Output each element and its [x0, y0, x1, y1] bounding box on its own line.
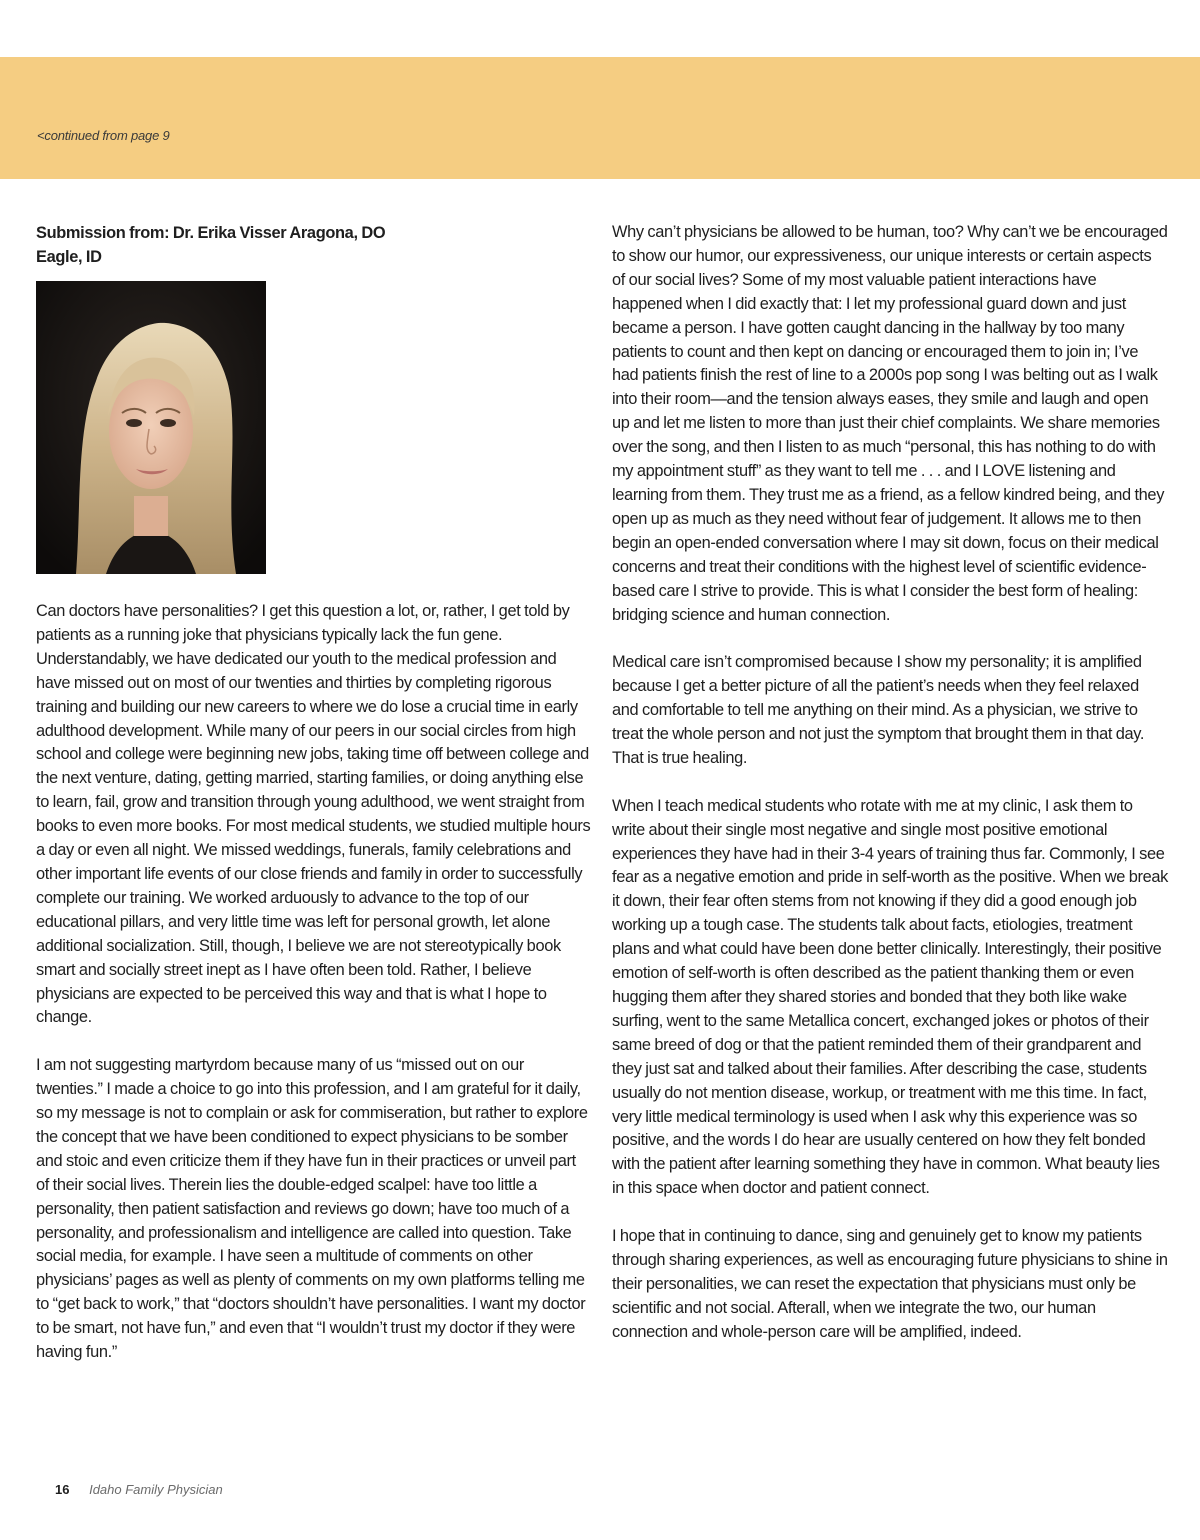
page-number: 16 [55, 1482, 70, 1497]
author-portrait [36, 281, 266, 574]
continued-note: <continued from page 9 [37, 128, 170, 143]
right-column [612, 221, 1168, 1345]
right-paragraph: I hope that in continuing to dance, sing and genuinely get to know my patients through sharing experiences, as well as encouraging future physicians to shine in their personalities, we can reset the expectation that physicians must only be scientific and not social. Afterall, when we integrate the two, our human connection and whole-person care will be amplified, indeed. [612, 1227, 1168, 1341]
header-banner [0, 57, 1200, 179]
right-paragraph: Medical care isn’t compromised because I show my personality; it is amplified because I get a better picture of all the patient’s needs when they feel relaxed and comfortable to tell me anything on their mind. As a physician, we strive to treat the whole person and not just the symptom that brought them in that day. That is true healing. [612, 653, 1145, 767]
right-paragraph: When I teach medical students who rotate with me at my clinic, I ask them to write about their single most negative and single most positive emotional experiences they have had in their 3-4 years of training thus far. Commonly, I see fear as a negative emotion and pride in self-worth as the positive. When we break it down, their fear often stems from not knowing if they did a good enough job working up a tough case. The students talk about facts, etiologies, treatment plans and what could have been done better clinically. Interestingly, their positive emotion of self-worth is often described as the patient thanking them or even hugging them after they shared stories and bonded that they both like wake surfing, went to the same Metallica concert, exchanged jokes or photos of their same breed of dog or that the patient reminded them of their grandparent and they just sat and talked about their families. After describing the case, students usually do not mention disease, workup, or treatment with me this time. In fact, very little medical terminology is used when I ask why this experience was so positive, and the words I do hear are usually centered on how they felt bonded with the patient after learning something they have in common. What beauty lies in this space when doctor and patient connect. [612, 796, 1168, 1198]
left-paragraph: I am not suggesting martyrdom because many of us “missed out on our twenties.” I made a choice to go into this profession, and I am grateful for it daily, so my message is not to complain or ask for commiseration, but rather to explore the concept that we have been conditioned to expect physicians to be somber and stoic and even criticize them if they have fun in their practices or unveil part of their social lives. Therein lies the double-edged scalpel: have too little a personality, then patient satisfaction and reviews go down; have too much of a personality, and professionalism and intelligence are called into question. Take social media, for example. I have seen a multitude of comments on other physicians’ pages as well as plenty of comments on my own platforms telling me to “get back to work,” that “doctors shouldn’t have personalities. I want my doctor to be smart, not have fun,” and even that “I wouldn’t trust my doctor if they were having fun.” [36, 1056, 588, 1362]
magazine-name: Idaho Family Physician [89, 1482, 223, 1497]
page-footer [55, 1482, 223, 1497]
author-location: Eagle, ID [36, 248, 102, 266]
left-column [36, 221, 592, 1365]
right-paragraph: Why can’t physicians be allowed to be human, too? Why can’t we be encouraged to show our humor, our expressiveness, our unique interests or certain aspects of our social lives? Some of my most valuable patient interactions have happened when I did exactly that: I let my professional guard down and just became a person. I have gotten caught dancing in the hallway by too many patients to count and then kept on dancing or encouraged them to join in; I’ve had patients finish the rest of line to a 2000s pop song I was belting out as I walk into their room—and the tension always eases, they smile and laugh and open up and let me listen to more than just their chief complaints. We share memories over the song, and then I listen to as much “personal, this has nothing to do with my appointment stuff” as they want to tell me . . . and I LOVE listening and learning from them. They trust me as a friend, as a fellow kindred being, and they open up as much as they need without fear of judgement. It allows me to then begin an open-ended conversation where I may sit down, focus on their medical concerns and treat their conditions with the highest level of scientific evidence-based care I strive to provide. This is what I consider the best form of healing: bridging science and human connection. [612, 223, 1168, 624]
left-paragraph: Can doctors have personalities? I get this question a lot, or, rather, I get told by patients as a running joke that physicians typically lack the fun gene. Understandably, we have dedicated our youth to the medical profession and have missed out on most of our twenties and thirties by completing rigorous training and building our new careers to where we do lose a crucial time in early adulthood development. While many of our peers in our social circles from high school and college were beginning new jobs, taking time off between college and the next venture, dating, getting married, starting families, or doing anything else to learn, fail, grow and transition through young adulthood, we went straight from books to even more books. For most medical students, we studied multiple hours a day or even all night. We missed weddings, funerals, family celebrations and other important life events of our close friends and family in order to successfully complete our training. We worked arduously to advance to the top of our educational pillars, and very little time was left for personal growth, let alone additional socialization. Still, though, I believe we are not stereotypically book smart and socially street inept as I have often been told. Rather, I believe physicians are expected to be perceived this way and that is what I hope to change. [36, 602, 591, 1027]
author-line: Submission from: Dr. Erika Visser Aragona, DO [36, 224, 386, 242]
